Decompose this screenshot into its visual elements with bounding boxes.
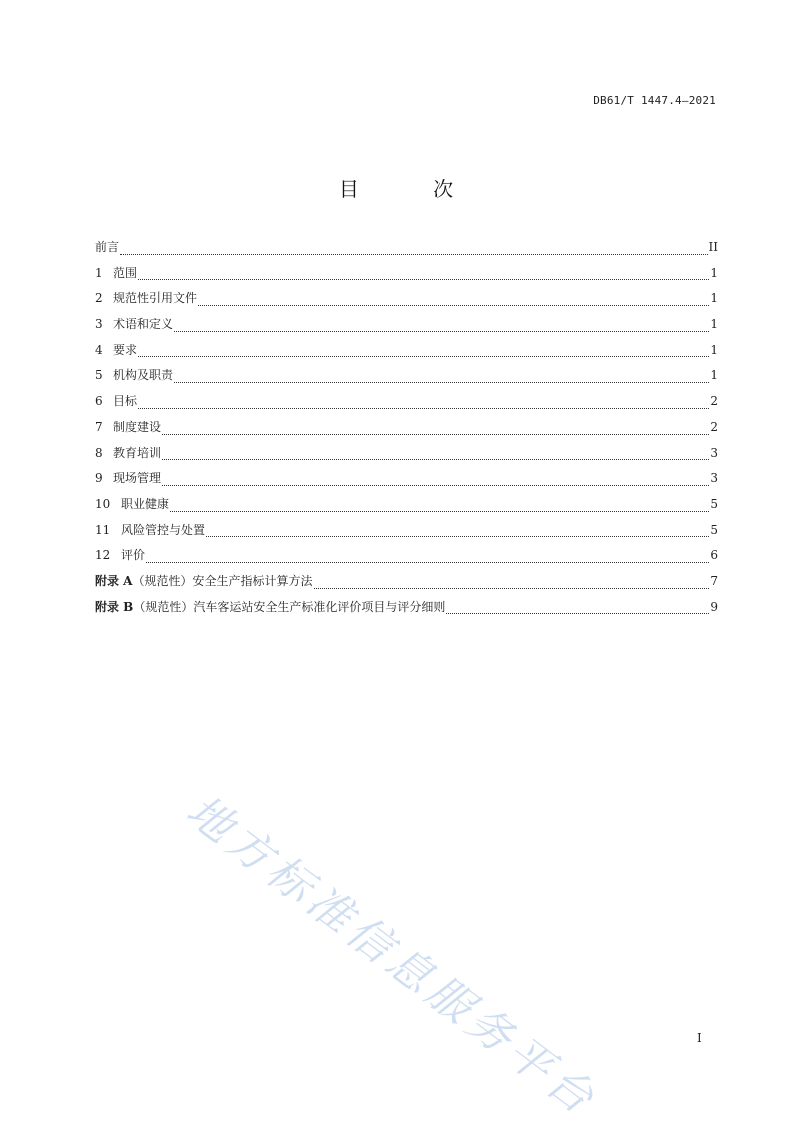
toc-entry-page: 9: [710, 599, 718, 614]
toc-entry-label: 现场管理: [113, 471, 162, 486]
toc-entry-number: 6: [95, 394, 103, 409]
toc-entry-page: II: [708, 240, 718, 254]
toc-entry-10[interactable]: [95, 495, 718, 521]
toc-leader-dots: [120, 254, 708, 255]
toc-entry-foreword[interactable]: [95, 238, 718, 264]
toc-leader-dots: [174, 382, 709, 383]
toc-entry-label: 术语和定义: [113, 317, 174, 332]
toc-entry-number: 11: [95, 522, 111, 537]
toc-leader-dots: [138, 356, 709, 357]
toc-entry-page: 5: [710, 496, 718, 511]
appendix-prefix: 附录 A: [95, 573, 133, 588]
toc-entry-label: 制度建设: [113, 419, 162, 434]
toc-entry-label: 要求: [113, 342, 138, 357]
toc-entry-page: 2: [710, 394, 718, 409]
toc-entry-number: 10: [95, 496, 111, 511]
toc-entry-9[interactable]: [95, 469, 718, 495]
toc-entry-page: 1: [710, 368, 718, 383]
toc-entry-6[interactable]: [95, 392, 718, 418]
toc-entry-label: 风险管控与处置: [121, 522, 206, 537]
toc-entry-page: 6: [710, 548, 718, 563]
toc-leader-dots: [162, 485, 709, 486]
toc-entry-11[interactable]: [95, 521, 718, 547]
appendix-prefix: 附录 B: [95, 599, 134, 614]
toc-entry-number: 4: [95, 342, 103, 357]
appendix-title: （规范性）安全生产指标计算方法: [132, 573, 313, 588]
toc-entry-label: 范围: [113, 265, 138, 280]
document-code: DB61/T 1447.4—2021: [593, 94, 716, 107]
toc-entry-2[interactable]: [95, 289, 718, 315]
toc-entry-8[interactable]: [95, 444, 718, 470]
toc-entry-number: 12: [95, 548, 111, 563]
toc-leader-dots: [198, 305, 709, 306]
toc-entry-label: 目标: [113, 394, 138, 409]
toc-entry-label: [95, 572, 313, 589]
toc-leader-dots: [162, 459, 709, 460]
toc-entry-number: 7: [95, 419, 103, 434]
toc-entry-3[interactable]: [95, 315, 718, 341]
toc-entry-label: 规范性引用文件: [113, 291, 198, 306]
toc-entry-appendix-b[interactable]: [95, 598, 718, 624]
toc-leader-dots: [174, 331, 709, 332]
toc-entry-page: 3: [710, 471, 718, 486]
toc-entry-page: 1: [710, 317, 718, 332]
toc-entry-5[interactable]: [95, 366, 718, 392]
toc-leader-dots: [162, 434, 709, 435]
toc-entry-page: 5: [710, 522, 718, 537]
table-of-contents: [95, 238, 718, 623]
toc-leader-dots: [146, 562, 709, 563]
toc-entry-page: 1: [710, 265, 718, 280]
toc-entry-appendix-a[interactable]: [95, 572, 718, 598]
toc-entry-number: 5: [95, 368, 103, 383]
toc-entry-7[interactable]: [95, 418, 718, 444]
toc-leader-dots: [170, 511, 709, 512]
toc-entry-number: 9: [95, 471, 103, 486]
toc-entry-label: 职业健康: [121, 496, 170, 511]
toc-entry-12[interactable]: [95, 546, 718, 572]
toc-entry-4[interactable]: [95, 341, 718, 367]
toc-entry-number: 1: [95, 265, 103, 280]
watermark: 地方标准信息服务平台: [176, 785, 607, 1127]
toc-entry-number: 3: [95, 317, 103, 332]
appendix-title: （规范性）汽车客运站安全生产标准化评价项目与评分细则: [133, 599, 446, 614]
toc-entry-1[interactable]: [95, 264, 718, 290]
toc-leader-dots: [138, 408, 709, 409]
toc-entry-page: 1: [710, 291, 718, 306]
toc-entry-page: 1: [710, 342, 718, 357]
toc-leader-dots: [314, 588, 710, 589]
toc-entry-number: 8: [95, 445, 103, 460]
toc-entry-page: 2: [710, 419, 718, 434]
toc-entry-page: 7: [710, 573, 718, 588]
toc-entry-label: 评价: [121, 548, 146, 563]
toc-entry-label: 前言: [95, 240, 120, 254]
toc-title: 目 次: [338, 177, 488, 201]
toc-leader-dots: [138, 279, 709, 280]
toc-entry-page: 3: [710, 445, 718, 460]
toc-leader-dots: [446, 613, 709, 614]
toc-entry-number: 2: [95, 291, 103, 306]
toc-entry-label: 教育培训: [113, 445, 162, 460]
page-number: I: [697, 1031, 702, 1045]
toc-entry-label: 机构及职责: [113, 368, 174, 383]
toc-leader-dots: [206, 536, 709, 537]
toc-entry-label: [95, 598, 445, 615]
